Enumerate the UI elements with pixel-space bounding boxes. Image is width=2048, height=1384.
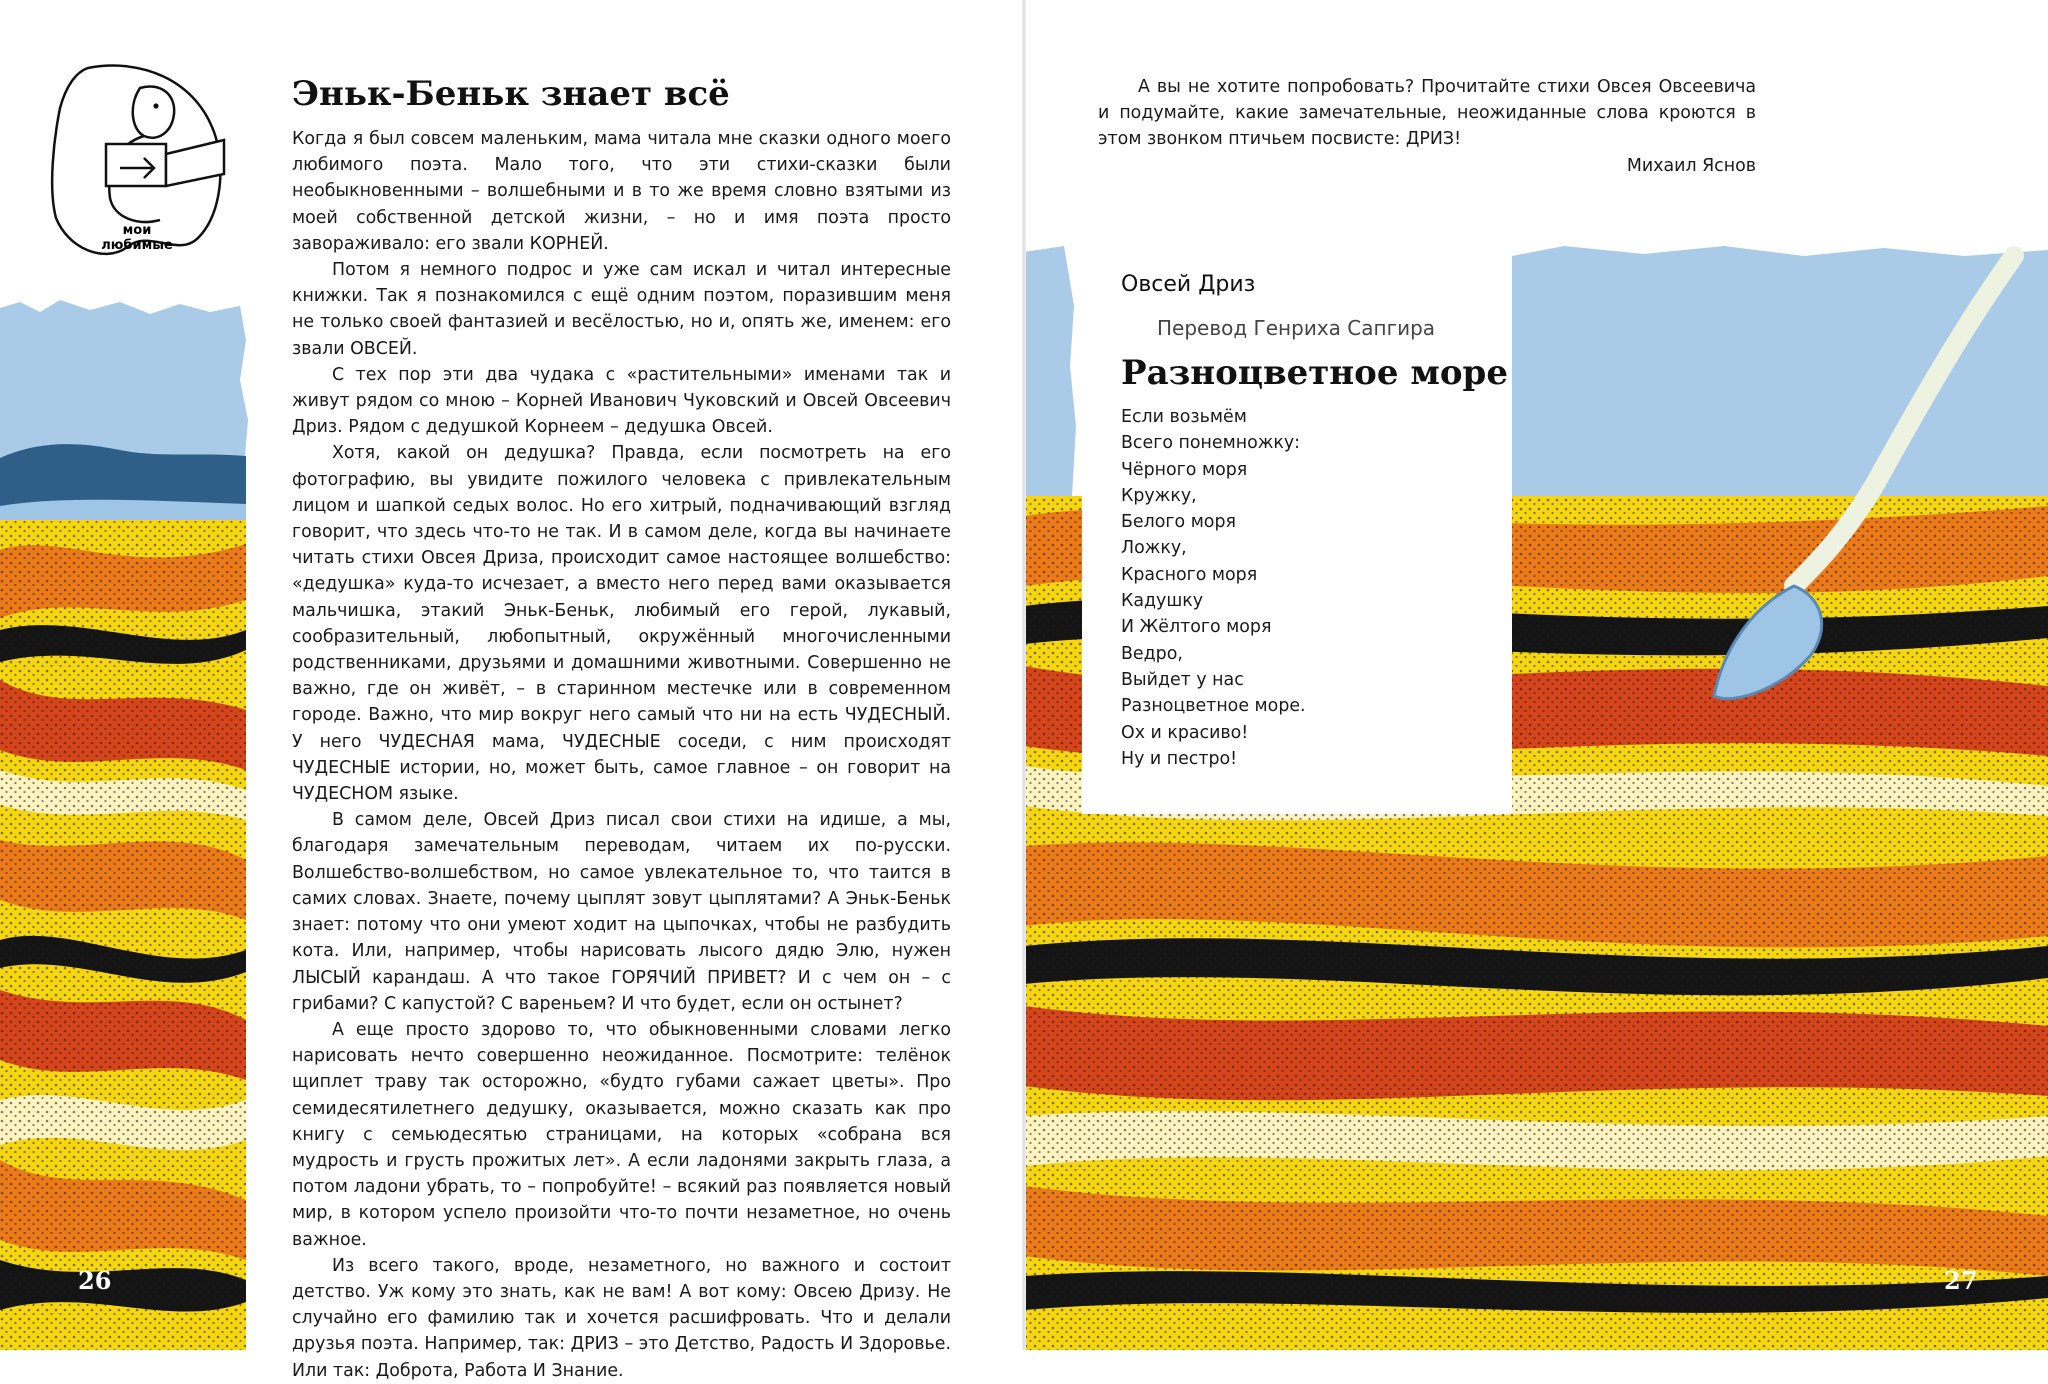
poem-line: Кадушку <box>1121 591 1204 612</box>
article-paragraph-4: Хотя, какой он дедушка? Правда, если посмотреть на его фотографию, вы увидите пожилого человека с привлекательным лицом и шапкой седых волос. Но его хитрый, подначивающий взгляд говорит, что здесь что-то не так. И в самом деле, когда вы начинаете читать стихи Овсея Дриза, происходит самое настоящее волшебство: «дедушка» куда-то исчезает, а вместо него перед вами оказывается мальчишка, этакий Эньк-Беньк, любимый его герой, лукавый, сообразительный, любопытный, окружённый многочисленными родственниками, друзьями и домашними животными. Совершенно не важно, где он живёт, – в старинном местечке или в современном городе. Важно, что мир вокруг него самый что ни на есть ЧУДЕСНЫЙ. У него ЧУДЕСНАЯ мама, ЧУДЕСНЫЕ соседи, с ним происходят ЧУДЕСНЫЕ истории, но, может быть, самое главное – он говорит на ЧУДЕСНОМ языке. <box>292 443 951 805</box>
intro-paragraph: А вы не хотите попробовать? Прочитайте стихи Овсея Овсеевича и подумайте, какие замечательные, неожиданные слова кроются в этом звонком птичьем посвисте: ДРИЗ! <box>1098 77 1756 150</box>
my-favorites-logo <box>48 58 226 262</box>
poem-line: Ведро, <box>1121 643 1183 664</box>
poem-author: Овсей Дриз <box>1121 272 1256 297</box>
article-paragraph-5: В самом деле, Овсей Дриз писал свои стихи на идише, а мы, благодаря замечательным переводам, читаем их по-русски. Волшебство-волшебством, но самое увлекательное то, что таится в самих словах. Знаете, почему цыплят зовут цыплятами? А Эньк-Беньк знает: потому что они умеют ходит на цыпочках, чтобы не разбудить кота. Или, например, чтобы нарисовать лысого дядю Элю, нужен ЛЫСЫЙ карандаш. А что такое ГОРЯЧИЙ ПРИВЕТ? И с чем он – с грибами? С капустой? С вареньем? И что будет, если он остынет? <box>292 810 951 1014</box>
article-paragraph-1: Когда я был совсем маленьким, мама читала мне сказки одного моего любимого поэта. Мало того, что эти стихи-сказки были необыкновенными – волшебными и в то же время словно взятыми из моей собственной детской жизни, – но и имя поэта просто завораживало: его звали КОРНЕЙ. <box>292 129 951 254</box>
left-sea-illustration <box>0 300 252 1350</box>
article-paragraph-3: С тех пор эти два чудака с «растительными» именами так и живут рядом со мною – Корней Иванович Чуковский и Овсей Овсеевич Дриз. Рядом с дедушкой Корнеем – дедушка Овсей. <box>292 364 951 438</box>
article-paragraph-2: Потом я немного подрос и уже сам искал и читал интересные книжки. Так я познакомился с ещё одним поэтом, поразившим меня не только своей фантазией и весёлостью, но и, опять же, именем: его звали ОВСЕЙ. <box>292 260 951 359</box>
poem-line: Ох и красиво! <box>1121 722 1249 743</box>
poem-line: Чёрного моря <box>1121 459 1248 480</box>
poem-line: Выйдет у нас <box>1121 669 1244 690</box>
poem-title: Разноцветное море <box>1121 353 1508 393</box>
poem-line: Разноцветное море. <box>1121 696 1306 717</box>
book-gutter <box>1022 0 1026 1350</box>
poem-line: Всего понемножку: <box>1121 433 1301 454</box>
logo-label-line-2: любимые <box>101 238 173 253</box>
article-paragraph-7: Из всего такого, вроде, незаметного, но важного и состоит детство. Уж кому это знать, как не вам! А вот кому: Овсею Дризу. Не случайно его фамилию так и хочется расшифровать. Что и делали друзья поэта. Например, так: ДРИЗ – это Детство, Радость И Здоровье. Или так: Доброта, Работа И Знание. <box>292 1255 951 1381</box>
poem-line: Кружку, <box>1121 485 1197 506</box>
poem-translator: Перевод Генриха Сапгира <box>1157 316 1436 340</box>
article-title: Эньк-Беньк знает всё <box>292 74 730 114</box>
poem-line: Если возьмём <box>1121 407 1247 427</box>
article-body <box>292 126 951 1384</box>
logo-label-line-1: мои <box>122 223 152 238</box>
poem-line: Красного моря <box>1121 564 1258 585</box>
page-number-right: 27 <box>1944 1266 1978 1295</box>
signature: Михаил Яснов <box>1626 156 1756 176</box>
poem-lines <box>1121 404 1306 772</box>
poem-line: И Жёлтого моря <box>1121 617 1272 638</box>
page-number-left: 26 <box>78 1266 112 1295</box>
poem-line: Ну и пестро! <box>1121 748 1238 769</box>
poem-line: Ложку, <box>1121 538 1187 559</box>
article-paragraph-6: А еще просто здорово то, что обыкновенными словами легко нарисовать нечто совершенно неожиданное. Посмотрите: телёнок щиплет траву так осторожно, «будто губами сажает цветы». Про семидесятилетнего дедушку, оказывается, можно сказать как про книгу с семьюдесятью страницами, на которых «собрана вся мудрость и грусть прожитых лет». А если ладонями закрыть глаза, а потом ладони убрать, то – попробуйте! – всякий раз появляется новый мир, в котором успело произойти что-то почти незаметное, но очень важное. <box>292 1019 951 1250</box>
left-page <box>0 0 1024 1381</box>
poem-line: Белого моря <box>1121 512 1236 533</box>
